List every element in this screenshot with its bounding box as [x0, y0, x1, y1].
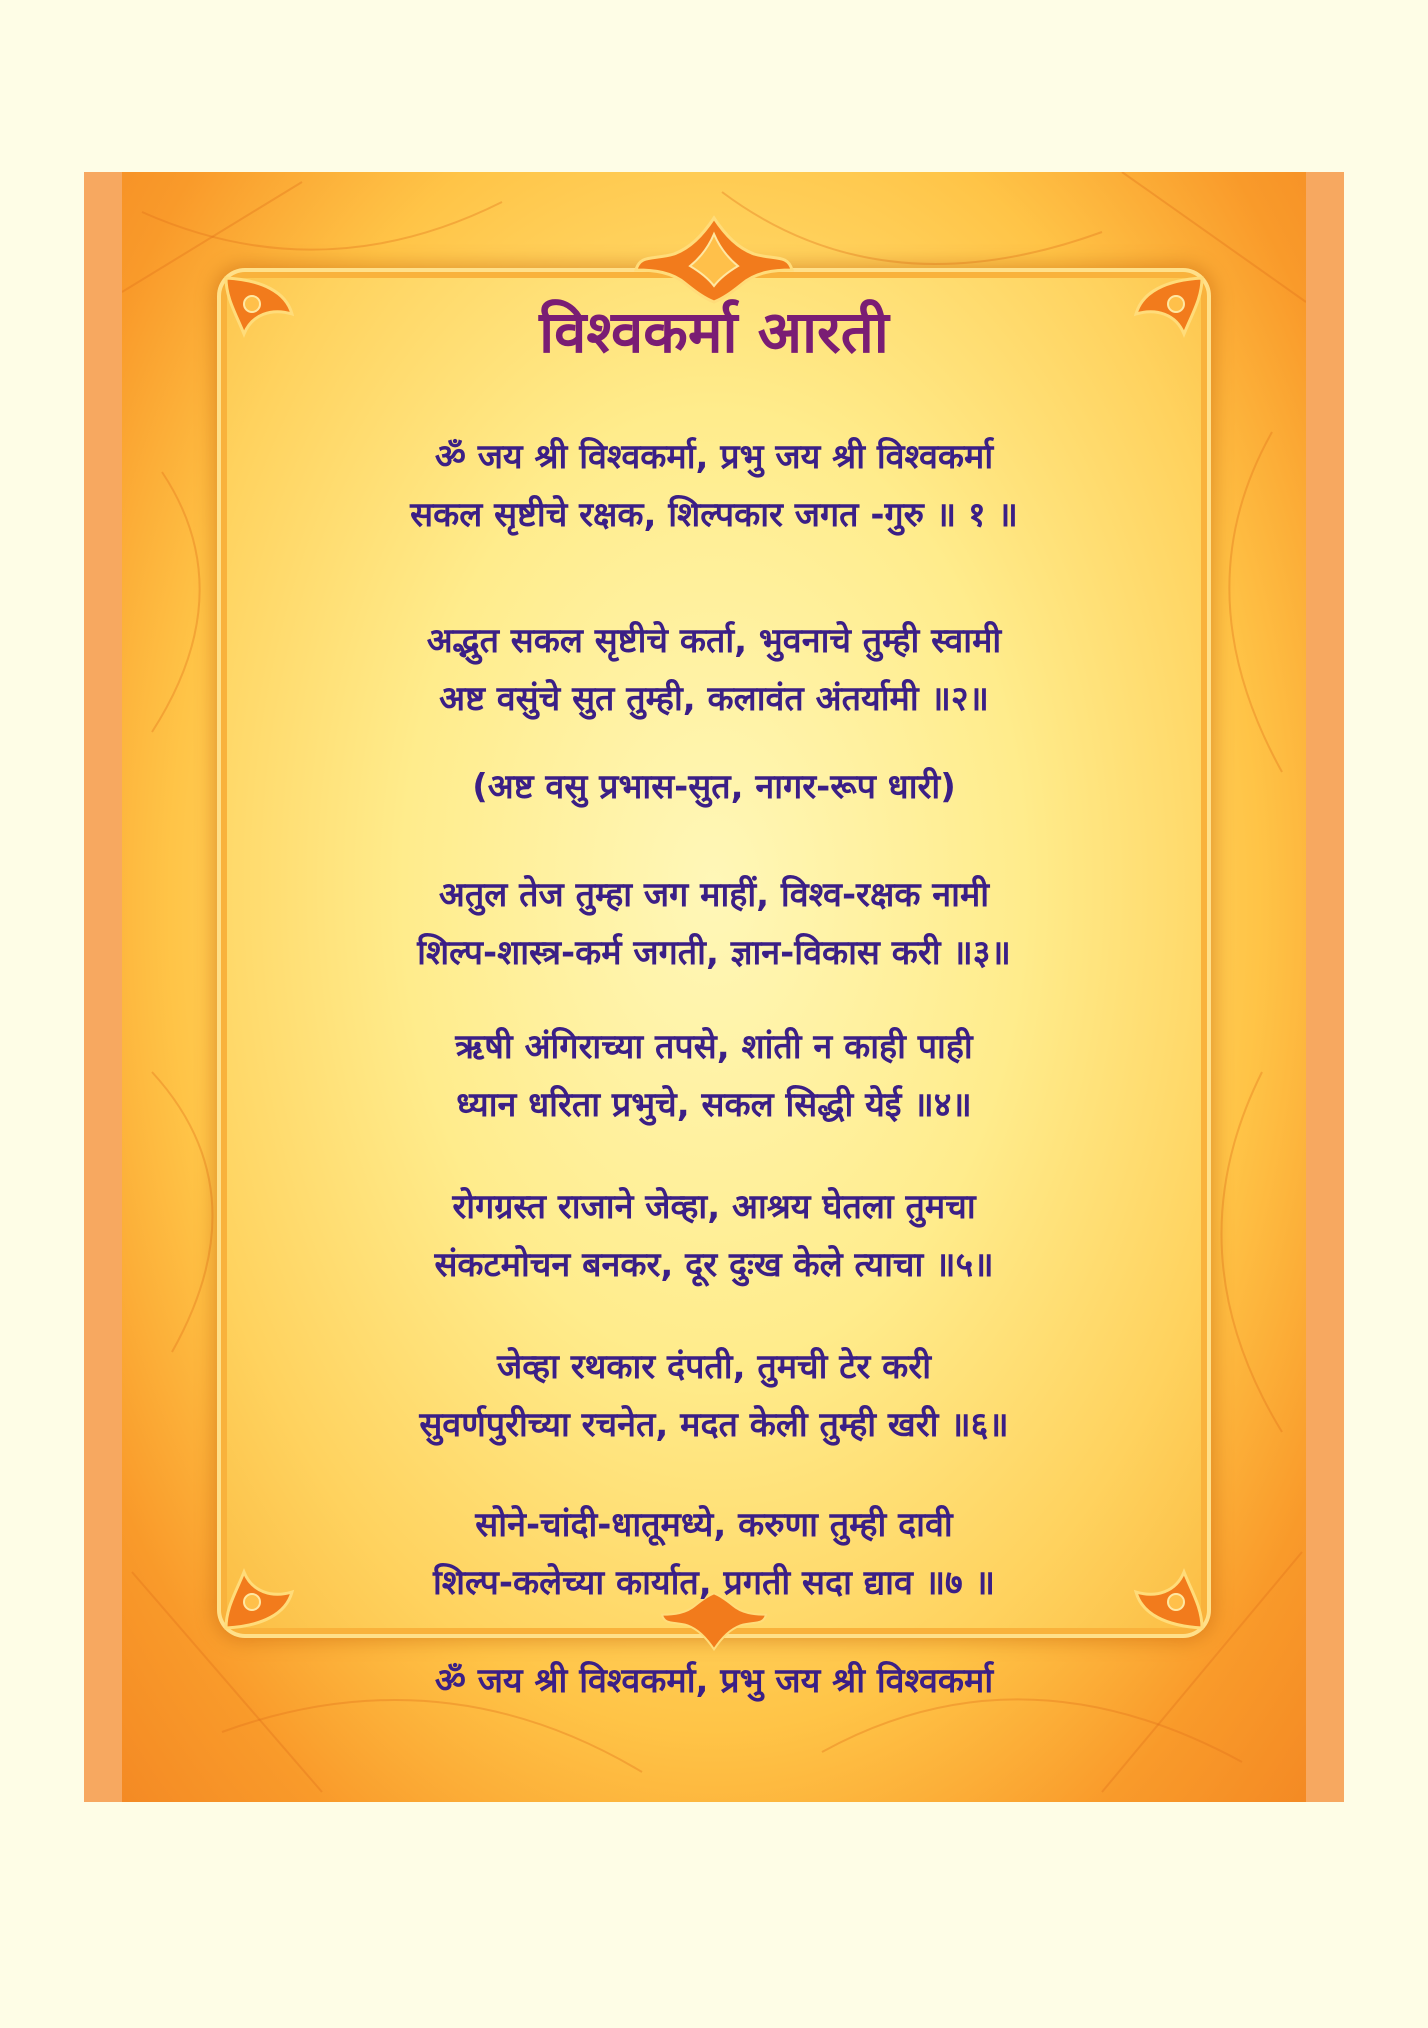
verse-line: सुवर्णपुरीच्या रचनेत, मदत केली तुम्ही खरी ॥६॥ — [419, 1405, 1009, 1445]
verse-line: अष्ट वसुंचे सुत तुम्ही, कलावंत अंतर्यामी ॥२॥ — [439, 679, 989, 719]
verse-line: शिल्प-कलेच्या कार्यात, प्रगती सदा द्याव ॥७ ॥ — [433, 1563, 995, 1603]
closing-refrain — [240, 1652, 1188, 1710]
verse-3 — [240, 866, 1188, 982]
verse-line: रोगग्रस्त राजाने जेव्हा, आश्रय घेतला तुमचा — [452, 1187, 976, 1227]
verse-2 — [240, 612, 1188, 728]
verse-7 — [240, 1496, 1188, 1612]
verse-line: अद्भुत सकल सृष्टीचे कर्ता, भुवनाचे तुम्ही स्वामी — [426, 621, 1002, 661]
verse-line: शिल्प-शास्त्र-कर्म जगती, ज्ञान-विकास करी ॥३॥ — [417, 933, 1011, 973]
verse-line: अतुल तेज तुम्हा जग माहीं, विश्व-रक्षक नामी — [438, 875, 990, 915]
verse-6 — [240, 1338, 1188, 1454]
verse-line: ऋषी अंगिराच्या तपसे, शांती न काही पाही — [455, 1027, 973, 1067]
verse-line: संकटमोचन बनकर, दूर दुःख केले त्याचा ॥५॥ — [434, 1245, 994, 1285]
verse-line: सोने-चांदी-धातूमध्ये, करुणा तुम्ही दावी — [475, 1505, 953, 1545]
verse-1 — [240, 428, 1188, 544]
verse-line: सकल सृष्टीचे रक्षक, शिल्पकार जगत -गुरु ॥ १ ॥ — [410, 495, 1018, 535]
verse-2-note — [240, 758, 1188, 816]
page-title: विश्वकर्मा आरती — [539, 298, 889, 366]
verse-line: ध्यान धरिता प्रभुचे, सकल सिद्धी येई ॥४॥ — [456, 1085, 972, 1125]
verse-line: ॐ जय श्री विश्वकर्मा, प्रभु जय श्री विश्वकर्मा — [434, 437, 994, 477]
verse-line: ॐ जय श्री विश्वकर्मा, प्रभु जय श्री विश्वकर्मा — [434, 1661, 994, 1701]
verse-4 — [240, 1018, 1188, 1134]
verse-line: जेव्हा रथकार दंपती, तुमची टेर करी — [497, 1347, 931, 1387]
verse-5 — [240, 1178, 1188, 1294]
verse-line: (अष्ट वसु प्रभास-सुत, नागर-रूप धारी) — [472, 767, 956, 807]
